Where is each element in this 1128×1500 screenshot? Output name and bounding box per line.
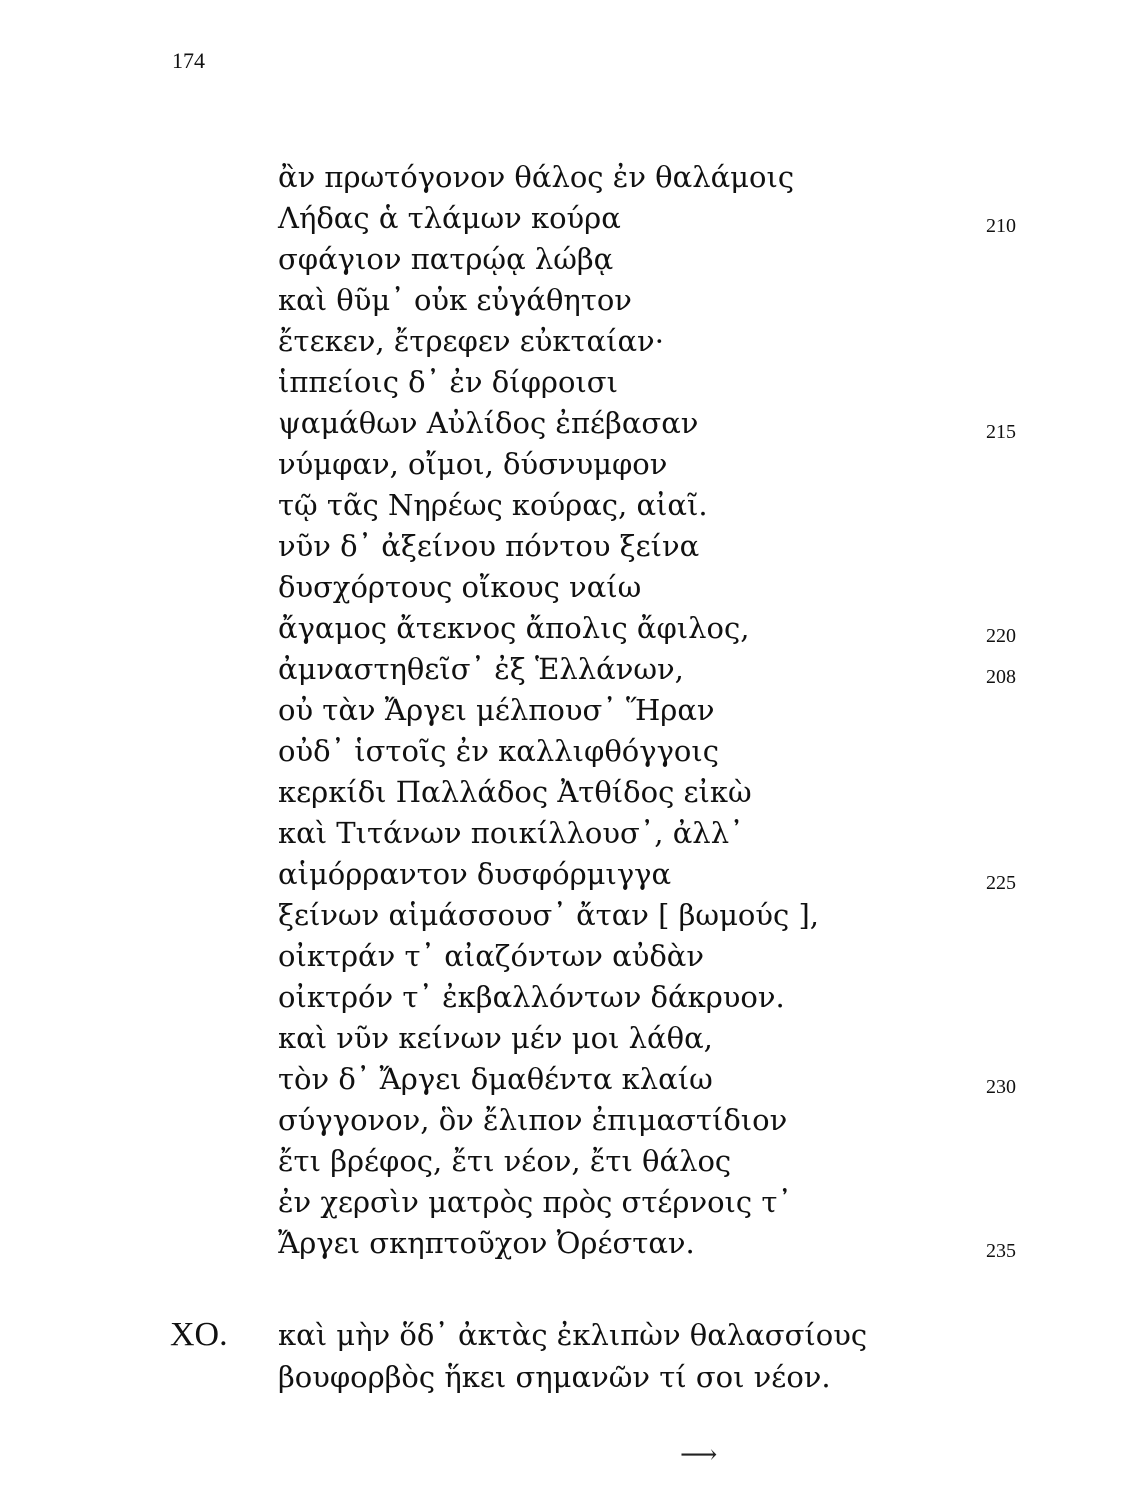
- verse-line: κερκίδι Παλλάδος Ἀτθίδος εἰκὼ: [278, 775, 752, 809]
- verse-text: Λήδας ἁ τλάμων κούρα: [278, 201, 621, 235]
- line-number-210: 210: [986, 215, 1016, 237]
- chorus-speech: [170, 1314, 970, 1398]
- line-number-235: 235: [986, 1240, 1016, 1262]
- verse-line: ἄγαμος ἄτεκνος ἄπολις ἄφιλος,: [278, 611, 750, 645]
- verse-line: ξείνων αἱμάσσουσ᾽ ἄταν [ βωμούς ],: [278, 898, 820, 932]
- verse-line: δυσχόρτους οἴκους ναίω: [278, 570, 642, 604]
- verse-line: ψαμάθων Αὐλίδος ἐπέβασαν: [278, 406, 699, 440]
- verse-line: καὶ Τιτάνων ποικίλλουσ᾽, ἀλλ᾽: [278, 816, 744, 850]
- verse-line: οἰκτρόν τ᾽ ἐκβαλλόντων δάκρυον.: [278, 980, 785, 1014]
- verse-line: καὶ θῦμ᾽ οὐκ εὐγάθητον: [278, 283, 632, 317]
- line-number-215: 215: [986, 421, 1016, 443]
- line-number-220: 220: [986, 625, 1016, 647]
- speech-line: βουφορβὸς ἥκει σημανῶν τί σοι νέον.: [278, 1360, 831, 1394]
- verse-line: νῦν δ᾽ ἀξείνου πόντου ξείνα: [278, 529, 700, 563]
- verse-line: τῷ τᾶς Νηρέως κούρας, αἰαῖ.: [278, 488, 708, 522]
- verse-line: [278, 198, 958, 239]
- verse-line: ἂν πρωτόγονον θάλος ἐν θαλάμοις: [278, 160, 795, 194]
- speech-row: [170, 1356, 970, 1398]
- verse-line: οἰκτράν τ᾽ αἰαζόντων αὐδὰν: [278, 939, 705, 973]
- speaker-label: ΧΟ.: [170, 1316, 228, 1353]
- verse-line: νύμφαν, οἴμοι, δύσνυμφον: [278, 447, 668, 481]
- line-number-208: 208: [986, 666, 1016, 688]
- verse-line: ἔτεκεν, ἔτρεφεν εὐκταίαν·: [278, 324, 664, 358]
- verse-line: αἱμόρραντον δυσφόρμιγγα: [278, 857, 672, 891]
- verse-line: τὸν δ᾽ Ἄργει δμαθέντα κλαίω: [278, 1062, 713, 1096]
- speech-row: [170, 1314, 970, 1356]
- verse-line: σφάγιον πατρῴᾳ λώβᾳ: [278, 242, 614, 276]
- verse-line: ἐν χερσὶν ματρὸς πρὸς στέρνοις τ᾽: [278, 1185, 792, 1219]
- speaker-label-spacer: [170, 1356, 278, 1398]
- verse-line: Ἄργει σκηπτοῦχον Ὀρέσταν.: [278, 1226, 695, 1260]
- verse-line: οὐ τὰν Ἄργει μέλπουσ᾽ Ἥραν: [278, 693, 715, 727]
- verse-line: ἱππείοις δ᾽ ἐν δίφροισι: [278, 365, 618, 399]
- continuation-arrow-icon: ⟶: [680, 1440, 718, 1470]
- line-number-225: 225: [986, 872, 1016, 894]
- verse-line: οὐδ᾽ ἱστοῖς ἐν καλλιφθόγγοις: [278, 734, 719, 768]
- verse-line: ἀμναστηθεῖσ᾽ ἐξ Ἑλλάνων,: [278, 652, 684, 686]
- speech-line: καὶ μὴν ὅδ᾽ ἀκτὰς ἐκλιπὼν θαλασσίους: [278, 1318, 868, 1352]
- line-number-230: 230: [986, 1076, 1016, 1098]
- page-number: 174: [172, 48, 205, 73]
- verse-line: καὶ νῦν κείνων μέν μοι λάθα,: [278, 1021, 713, 1055]
- verse-block: [278, 157, 958, 1264]
- verse-line: σύγγονον, ὃν ἔλιπον ἐπιμαστίδιον: [278, 1103, 788, 1137]
- verse-line: ἔτι βρέφος, ἔτι νέον, ἔτι θάλος: [278, 1144, 732, 1178]
